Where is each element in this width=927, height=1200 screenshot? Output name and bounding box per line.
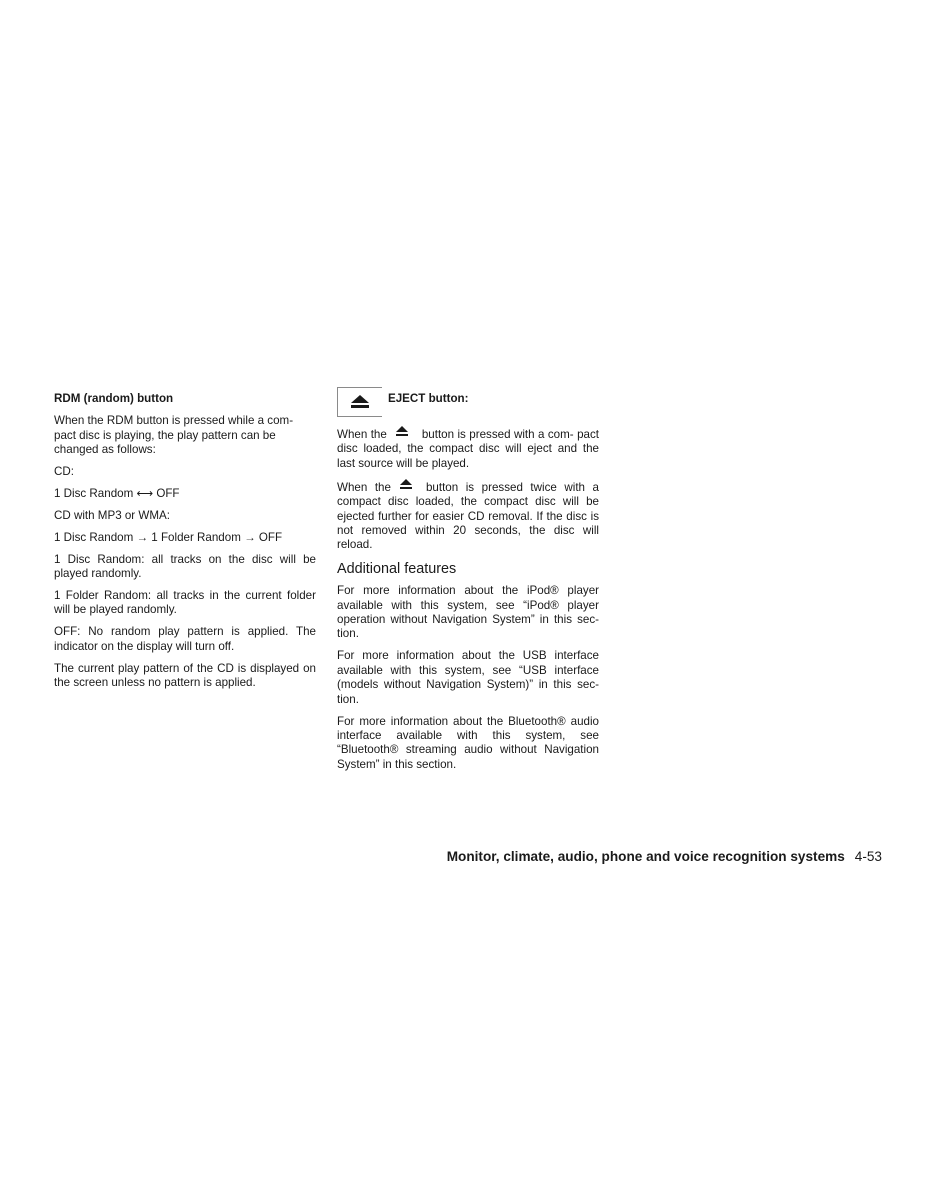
eject-desc-1 [337, 426, 599, 471]
eject-icon-box [337, 387, 382, 417]
usb-info: For more information about the USB interface available with this system, see “USB interface (models without Navigation System)” in this sec-tion. [337, 649, 599, 706]
footer-section-title: Monitor, climate, audio, phone and voice recognition systems [446, 849, 845, 864]
left-column [54, 392, 316, 698]
mp3-pattern: 1 Disc Random → 1 Folder Random → OFF [54, 530, 283, 544]
eject-desc-2-rest: compact disc loaded, the compact disc will be ejected further for easier CD removal. If the disc is not removed within 20 seconds, the disc will reload. [337, 495, 599, 552]
page-footer [447, 848, 882, 866]
eject-desc-2-after: button is pressed twice with a [425, 480, 599, 494]
eject-desc-2-before: When the [337, 480, 391, 494]
right-column [337, 387, 599, 780]
eject-header [337, 387, 599, 416]
eject-icon [351, 395, 369, 409]
rdm-intro-line2: pact disc is playing, the play pattern can be [54, 428, 276, 442]
eject-desc-1-after: button is pressed with a com- [421, 428, 574, 441]
eject-icon [395, 426, 409, 438]
eject-desc-1-before: When the [337, 428, 387, 441]
rdm-intro-line3: changed as follows: [54, 443, 156, 457]
display-desc: The current play pattern of the CD is displayed on the screen unless no pattern is applied. [54, 661, 316, 690]
rdm-heading: RDM (random) button [54, 392, 174, 405]
eject-icon [399, 479, 413, 491]
disc-random-desc: 1 Disc Random: all tracks on the disc will be played randomly. [54, 552, 316, 581]
eject-desc-2 [337, 479, 599, 553]
bluetooth-info: For more information about the Bluetooth® audio interface available with this system, see “Bluetooth® streaming audio without Navigation System” in this section. [337, 714, 599, 771]
rdm-intro-line1: When the RDM button is pressed while a com- [54, 414, 294, 428]
ipod-info: For more information about the iPod® player available with this system, see “iPod® player operation without Navigation System” in this sec-tion. [337, 584, 599, 641]
eject-label: EJECT button: [388, 392, 469, 405]
page-number: 4-53 [854, 849, 882, 864]
folder-random-desc: 1 Folder Random: all tracks in the current folder will be played randomly. [54, 589, 316, 617]
additional-features-heading: Additional features [337, 561, 457, 578]
eject-desc-1-rest: pact disc loaded, the compact disc will eject and the last source will be played. [337, 428, 599, 470]
rdm-intro [54, 414, 316, 457]
cd-label: CD: [54, 465, 74, 479]
mp3-label: CD with MP3 or WMA: [54, 508, 170, 522]
cd-pattern: 1 Disc Random ⟷ OFF [54, 487, 180, 501]
off-desc: OFF: No random play pattern is applied. The indicator on the display will turn off. [54, 625, 316, 653]
